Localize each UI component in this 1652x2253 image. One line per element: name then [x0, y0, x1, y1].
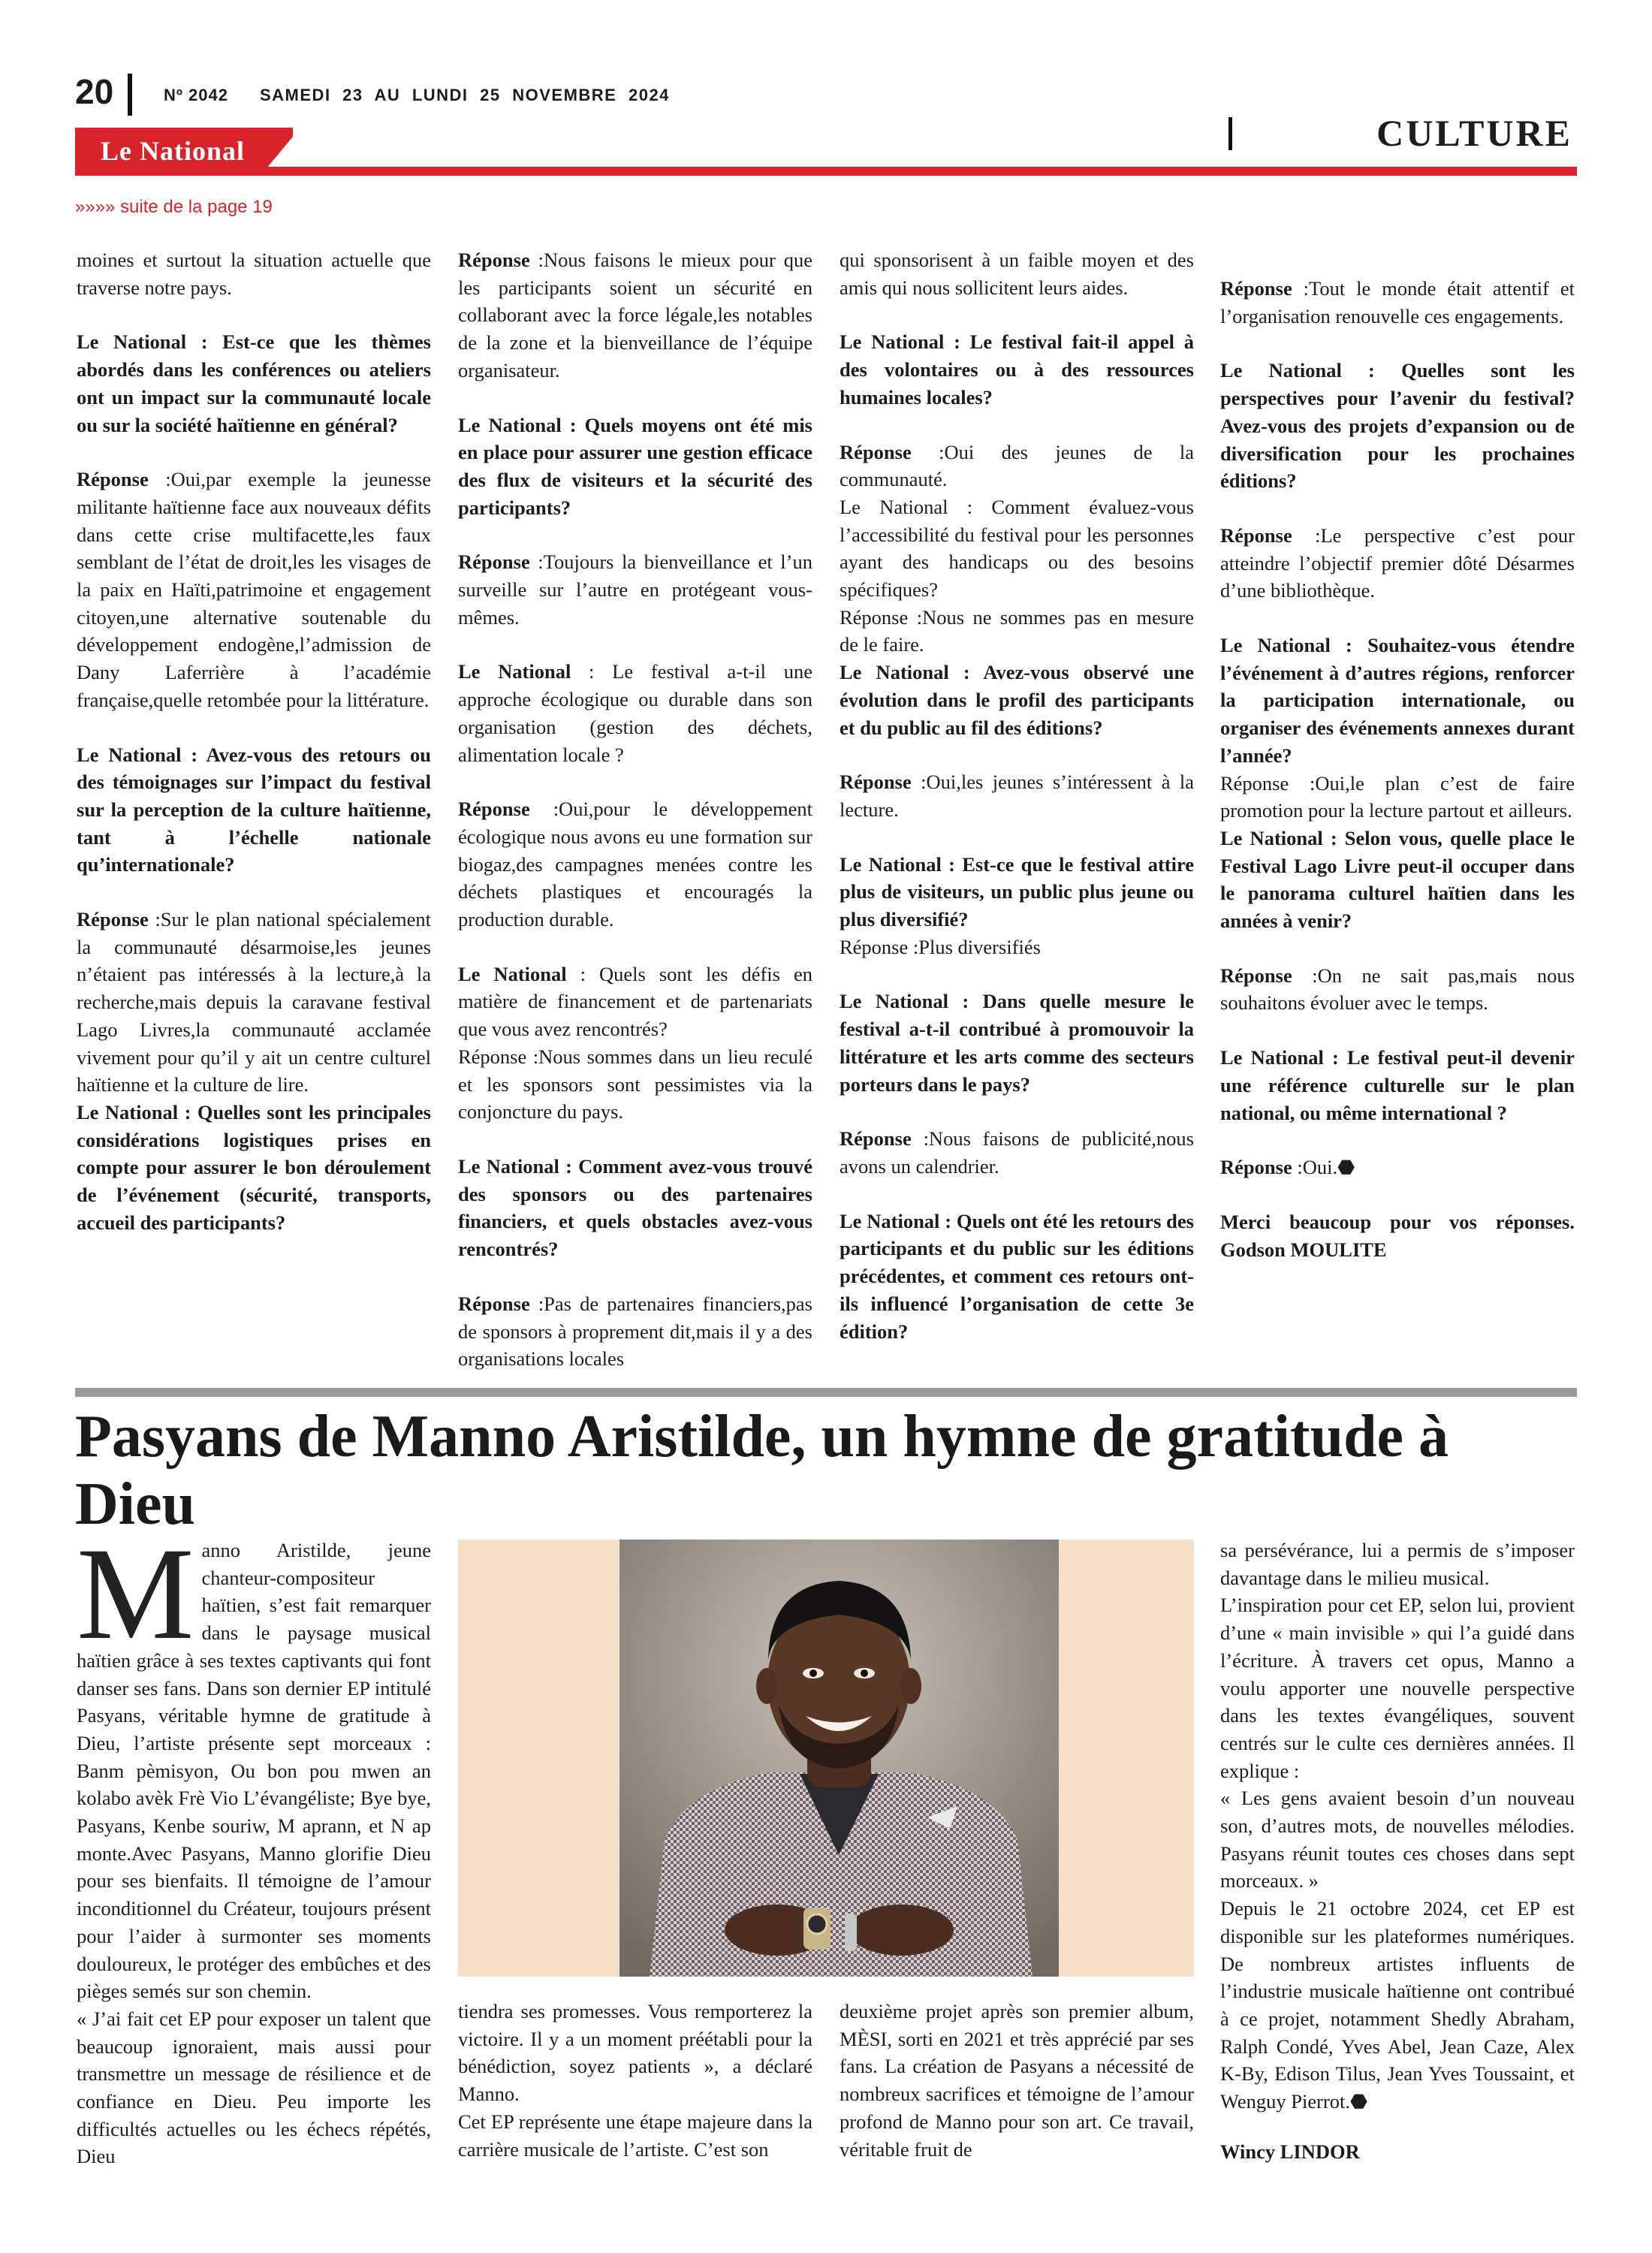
- interview-answer: [840, 439, 1194, 493]
- interview-question: Le National : Selon vous, quelle place le Festival Lago Livre peut-il occuper dans le panorama culturel haïtien dans les années à venir?: [1220, 826, 1575, 933]
- answer-text: moines et surtout la situation actuelle que traverse notre pays.: [77, 249, 431, 299]
- page-number: 20: [75, 72, 114, 111]
- article-divider: [75, 1388, 1577, 1397]
- interview-answer: [840, 246, 1194, 301]
- article-paragraph: sa persévérance, lui a permis de s’imposer davantage dans le milieu musical.: [1220, 1539, 1575, 1589]
- interview-answer: [840, 493, 1194, 604]
- hexagon-end-icon: ⬣: [1350, 2090, 1368, 2113]
- article-paragraph: anno Aristilde, jeune chanteur-compositeur haïtien, s’est fait remarquer dans le paysage musical haïtien grâce à ses textes captivants qui font danser ses fans. Dans son dernier EP intitulé Pasyans, véritable hymne de gratitude à Dieu, l’artiste présente sept morceaux : Banm pèmisyon, Ou bon pou mwen an kolabo avèk Frè Vio L’évangéliste; Bye bye, Pasyans, Kenbe souriw, M aprann, et N ap monte.Avec Pasyans, Manno glorifie Dieu pour ses bienfaits. Il témoigne de l’amour inconditionnel du Créateur, toujours présent pour l’aider à surmonter ses moments douloureux, le protéger des embûches et des pièges semés sur son chemin.: [77, 1539, 431, 2003]
- interview-answer: [77, 906, 431, 1099]
- answer-text: :Toujours la bienveillance et l’un surveille sur l’autre en protégeant vous-mêmes.: [458, 550, 812, 629]
- article-paragraph: tiendra ses promesses. Vous remporterez la victoire. Il y a un moment préétabli pour la bénédiction, soyez patients », a déclaré Manno.: [458, 2000, 812, 2106]
- drop-cap: M: [77, 1521, 194, 1667]
- answer-text: :Pas de partenaires financiers,pas de sponsors à proprement dit,mais il y a des organisations locales: [458, 1292, 812, 1371]
- answer-text: Le National : Comment évaluez-vous l’accessibilité du festival pour les personnes ayant des handicaps ou des besoins spécifiques?: [840, 495, 1194, 602]
- interview-question: Le National : Quelles sont les perspectives pour l’avenir du festival? Avez-vous des projets d’expansion ou de diversification pour les prochaines éditions?: [1220, 359, 1575, 493]
- article-column-3: [840, 1998, 1194, 2163]
- answer-text: :Oui,les jeunes s’intéressent à la lecture.: [840, 771, 1194, 821]
- interview-question: Le National : Avez-vous des retours ou des témoignages sur l’impact du festival sur la perception de la culture haïtienne, tant à l’échelle nationale qu’internationale?: [77, 743, 431, 876]
- answer-label: Réponse: [77, 468, 149, 491]
- article-paragraph: deuxième projet après son premier album, MÈSI, sorti en 2021 et très apprécié par ses fans. La création de Pasyans a nécessité de nombreux sacrifices et témoigne de l’amour profond de Manno pour son art. Ce travail, véritable fruit de: [840, 2000, 1194, 2161]
- interview-answer: [1220, 522, 1575, 605]
- article-paragraph: « J’ai fait cet EP pour exposer un talent que beaucoup ignoraient, mais aussi pour transmettre un message de résilience et de confiance en Dieu. Peu importe les difficultés actuelles ou les échecs répétés, Dieu: [77, 2007, 431, 2168]
- answer-label: Réponse: [1220, 523, 1292, 547]
- answer-label: Réponse: [1220, 964, 1292, 987]
- interview-question: Le National : Le festival fait-il appel à des volontaires ou à des ressources humaines locales?: [840, 330, 1194, 409]
- interview-answer: [77, 246, 431, 301]
- answer-label: Le National: [458, 660, 571, 683]
- answer-label: Réponse: [458, 1292, 530, 1315]
- answer-text: qui sponsorisent à un faible moyen et des amis qui nous sollicitent leurs aides.: [840, 249, 1194, 299]
- interview-answer: [458, 246, 812, 385]
- article-byline: Wincy LINDOR: [1220, 2140, 1360, 2163]
- interview-question: Le National : Le festival peut-il devenir une référence culturelle sur le plan national, ou même international ?: [1220, 1046, 1575, 1124]
- answer-label: Le National: [458, 962, 567, 985]
- interview-question: Le National : Quels moyens ont été mis en place pour assurer une gestion efficace des flux de visiteurs et la sécurité des participants?: [458, 413, 812, 519]
- interview-column-4: [1220, 275, 1575, 1290]
- interview-column-2: [458, 246, 812, 1400]
- answer-text: :Oui des jeunes de la communauté.: [840, 440, 1194, 491]
- article-paragraph: Cet EP représente une étape majeure dans la carrière musicale de l’artiste. C’est son: [458, 2110, 812, 2161]
- section-divider: [1228, 117, 1232, 150]
- interview-answer: [840, 768, 1194, 823]
- answer-label: Réponse: [458, 550, 530, 574]
- newspaper-logo: Le National: [101, 136, 246, 166]
- answer-text: : Le festival a-t-il une approche écologique ou durable dans son organisation (gestion des déchets, alimentation locale ?: [458, 660, 812, 766]
- answer-text: :Tout le monde était attentif et l’organisation renouvelle ces engagements.: [1220, 277, 1575, 327]
- article-paragraph: [1220, 1895, 1575, 2116]
- answer-text: :Oui,par exemple la jeunesse militante haïtienne face aux nouveaux défits dans cette crise multifacette,les faux semblant de l’état de droit,les les visages de la paix en Haïti,patrimoine et engagement citoyen,une alternative soutenable du développement endogène,l’admission de Dany Laferrière à l’académie française,quelle retombée pour la littérature.: [77, 468, 431, 711]
- answer-text: Réponse :Oui,le plan c’est de faire promotion pour la lecture partout et ailleurs.: [1220, 771, 1575, 822]
- article-paragraph-text: Depuis le 21 octobre 2024, cet EP est disponible sur les plateformes numériques. De nombreux artistes influents de l’industrie musicale haïtienne ont contribué à ce projet, notamment Shedly Abraham, Ralph Condé, Yves Abel, Jean Caze, Alex K-By, Edison Tilus, Jean Yves Toussaint, et Wenguy Pierrot.: [1220, 1897, 1575, 2113]
- answer-label: Réponse: [1220, 1156, 1292, 1179]
- answer-text: Réponse :Nous ne sommes pas en mesure de le faire.: [840, 605, 1194, 656]
- interview-answer: [458, 961, 812, 1043]
- interview-question: Le National : Est-ce que le festival attire plus de visiteurs, un public plus jeune ou plus diversifié?: [840, 852, 1194, 931]
- answer-label: Réponse: [77, 908, 149, 931]
- answer-label: Réponse: [840, 1127, 912, 1151]
- article-column-4: [1220, 1537, 1575, 2165]
- interview-answer: [77, 466, 431, 713]
- answer-text: Réponse :Nous sommes dans un lieu reculé et les sponsors sont pessimistes via la conjoncture du pays.: [458, 1045, 812, 1123]
- answer-label: Réponse: [458, 798, 530, 821]
- interview-answer: [840, 933, 1194, 961]
- article-paragraph: L’inspiration pour cet EP, selon lui, provient d’une « main invisible » qui l’a guidé dans l’écriture. À travers cet opus, Manno a voulu apporter une nouvelle perspective dans les textes évangéliques, souvent centrés sur le culte ces dernières années. Il explique :: [1220, 1594, 1575, 1782]
- issue-number: Nº 2042: [164, 86, 228, 104]
- hexagon-end-icon: ⬣: [1337, 1156, 1355, 1179]
- interview-column-1: [77, 246, 431, 1264]
- interview-question: Le National : Est-ce que les thèmes abordés dans les conférences ou ateliers ont un impact sur la communauté locale ou sur la société haïtienne en général?: [77, 330, 431, 436]
- answer-label: Réponse: [840, 771, 912, 794]
- interview-answer: [458, 795, 812, 933]
- answer-label: Réponse: [1220, 277, 1292, 300]
- answer-text: Réponse :Plus diversifiés: [840, 935, 1041, 958]
- interview-answer: [1220, 275, 1575, 330]
- interview-answer: [458, 548, 812, 631]
- interview-answer: [458, 1043, 812, 1126]
- answer-text: :Nous faisons le mieux pour que les participants soient un sécurité en collaborant avec la force légale,les notables de la zone et la bienveillance de l’équipe organisateur.: [458, 249, 812, 382]
- answer-text: :Oui,pour le développement écologique nous avons eu une formation sur biogaz,des campagnes menées contre les déchets plastiques et encouragés la production durable.: [458, 798, 812, 931]
- interview-answer: [840, 1125, 1194, 1180]
- article-column-2: [458, 1998, 812, 2163]
- interview-question: Le National : Avez-vous observé une évolution dans le profil des participants et du public au fil des éditions?: [840, 661, 1194, 739]
- header-rule: [75, 167, 1577, 176]
- section-title: CULTURE: [1376, 112, 1572, 154]
- answer-text: :Sur le plan national spécialement la communauté désarmoise,les jeunes n’étaient pas intéressés à la lecture,à la recherche,mais depuis la caravane festival Lago Livres,la communauté acclamée vivement pour qu’il y ait un centre culturel haïtienne et la culture de lire.: [77, 908, 431, 1096]
- interview-question: Le National : Souhaitez-vous étendre l’événement à d’autres régions, renforcer la participation internationale, ou organiser des événements annexes durant l’année?: [1220, 634, 1575, 767]
- answer-label: Réponse: [458, 249, 530, 271]
- interview-question: Le National : Dans quelle mesure le festival a-t-il contribué à promouvoir la littérature et les arts comme des secteurs porteurs dans le pays?: [840, 990, 1194, 1096]
- answer-text: :Le perspective c’est pour atteindre l’objectif premier dôté Désarmes d’une bibliothèque.: [1220, 523, 1575, 602]
- interview-question: Merci beaucoup pour vos réponses. Godson MOULITE: [1220, 1210, 1575, 1261]
- page-number-divider: [128, 74, 132, 116]
- interview-question: Le National : Quelles sont les principales considérations logistiques prises en compte pour assurer le bon déroulement de l’événement (sécurité, transports, accueil des participants?: [77, 1100, 431, 1234]
- answer-text: : Quels sont les défis en matière de financement et de partenariats que vous avez rencontrés?: [458, 962, 812, 1041]
- interview-question: Le National : Comment avez-vous trouvé des sponsors ou des partenaires financiers, et quels obstacles avez-vous rencontrés?: [458, 1154, 812, 1261]
- interview-answer: [1220, 962, 1575, 1017]
- answer-text: :On ne sait pas,mais nous souhaitons évoluer avec le temps.: [1220, 964, 1575, 1015]
- article-paragraph: « Les gens avaient besoin d’un nouveau son, d’autres mots, de nouvelles mélodies. Pasyans réunit toutes ces choses dans sept morceaux. »: [1220, 1787, 1575, 1893]
- interview-answer: [458, 658, 812, 768]
- issue-date: SAMEDI 23 AU LUNDI 25 NOVEMBRE 2024: [260, 86, 670, 104]
- interview-column-3: [840, 246, 1194, 1372]
- interview-answer: [458, 1290, 812, 1373]
- article-headline: Pasyans de Manno Aristilde, un hymne de gratitude à Dieu: [75, 1404, 1449, 1537]
- interview-answer: [1220, 770, 1575, 825]
- answer-label: Réponse: [840, 440, 912, 463]
- artist-photo: [620, 1540, 1059, 1977]
- article-column-1: [77, 1521, 431, 2170]
- interview-answer: [840, 604, 1194, 659]
- continued-from: »»»» suite de la page 19: [75, 197, 273, 217]
- interview-answer: [1220, 1154, 1575, 1181]
- interview-question: Le National : Quels ont été les retours des participants et du public sur les éditions précédentes, et comment ces retours ont-ils influencé l’organisation de cette 3e édition?: [840, 1209, 1194, 1343]
- answer-text: :Nous faisons de publicité,nous avons un calendrier.: [840, 1127, 1194, 1178]
- answer-text: :Oui.: [1292, 1156, 1338, 1179]
